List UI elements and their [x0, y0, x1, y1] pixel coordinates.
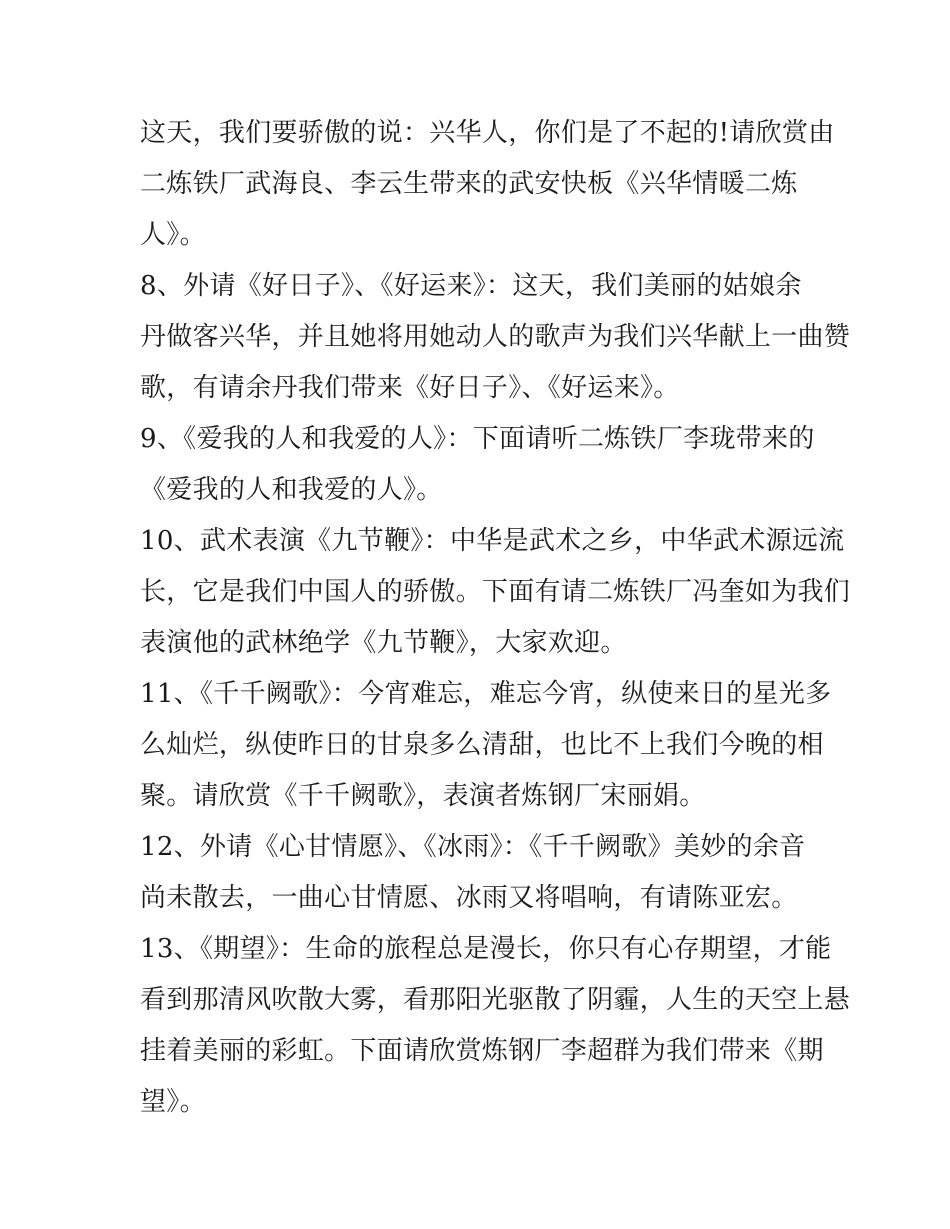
- text-line: 11、《千千阙歌》：今宵难忘，难忘今宵，纵使来日的星光多: [140, 679, 832, 709]
- text-line: 9、《爱我的人和我爱的人》：下面请听二炼铁厂李珑带来的: [140, 424, 815, 454]
- text-line: 尚未散去，一曲心甘情愿、冰雨又将唱响，有请陈亚宏。: [140, 883, 798, 913]
- text-line: 人》。: [140, 220, 206, 250]
- text-line: 望》。: [140, 1087, 206, 1117]
- text-line: 12、外请《心甘情愿》、《冰雨》：《千千阙歌》美妙的余音: [140, 832, 806, 862]
- text-line: 挂着美丽的彩虹。下面请欣赏炼钢厂李超群为我们带来《期: [140, 1036, 824, 1066]
- text-line: 这天，我们要骄傲的说：兴华人，你们是了不起的!请欣赏由: [140, 118, 835, 148]
- text-line: 丹做客兴华，并且她将用她动人的歌声为我们兴华献上一曲赞: [140, 322, 851, 352]
- text-line: 表演他的武林绝学《九节鞭》，大家欢迎。: [140, 628, 627, 658]
- text-line: 二炼铁厂武海良、李云生带来的武安快板《兴华情暖二炼: [140, 169, 798, 199]
- text-line: 长，它是我们中国人的骄傲。下面有请二炼铁厂冯奎如为我们: [140, 577, 851, 607]
- text-line: 聚。请欣赏《千千阙歌》，表演者炼钢厂宋丽娟。: [140, 781, 706, 811]
- text-line: 13、《期望》：生命的旅程总是漫长，你只有心存期望，才能: [140, 934, 832, 964]
- text-line: 么灿烂，纵使昨日的甘泉多么清甜，也比不上我们今晚的相: [140, 730, 824, 760]
- text-line: 10、武术表演《九节鞭》：中华是武术之乡，中华武术源远流: [140, 526, 845, 556]
- text-line: 8、外请《好日子》、《好运来》：这天，我们美丽的姑娘余: [140, 271, 802, 301]
- text-line: 《爱我的人和我爱的人》。: [140, 475, 443, 505]
- text-line: 看到那清风吹散大雾，看那阳光驱散了阴霾，人生的天空上悬: [140, 985, 851, 1015]
- text-line: 歌，有请余丹我们带来《好日子》、《好运来》。: [140, 373, 680, 403]
- body-text: [140, 108, 851, 1128]
